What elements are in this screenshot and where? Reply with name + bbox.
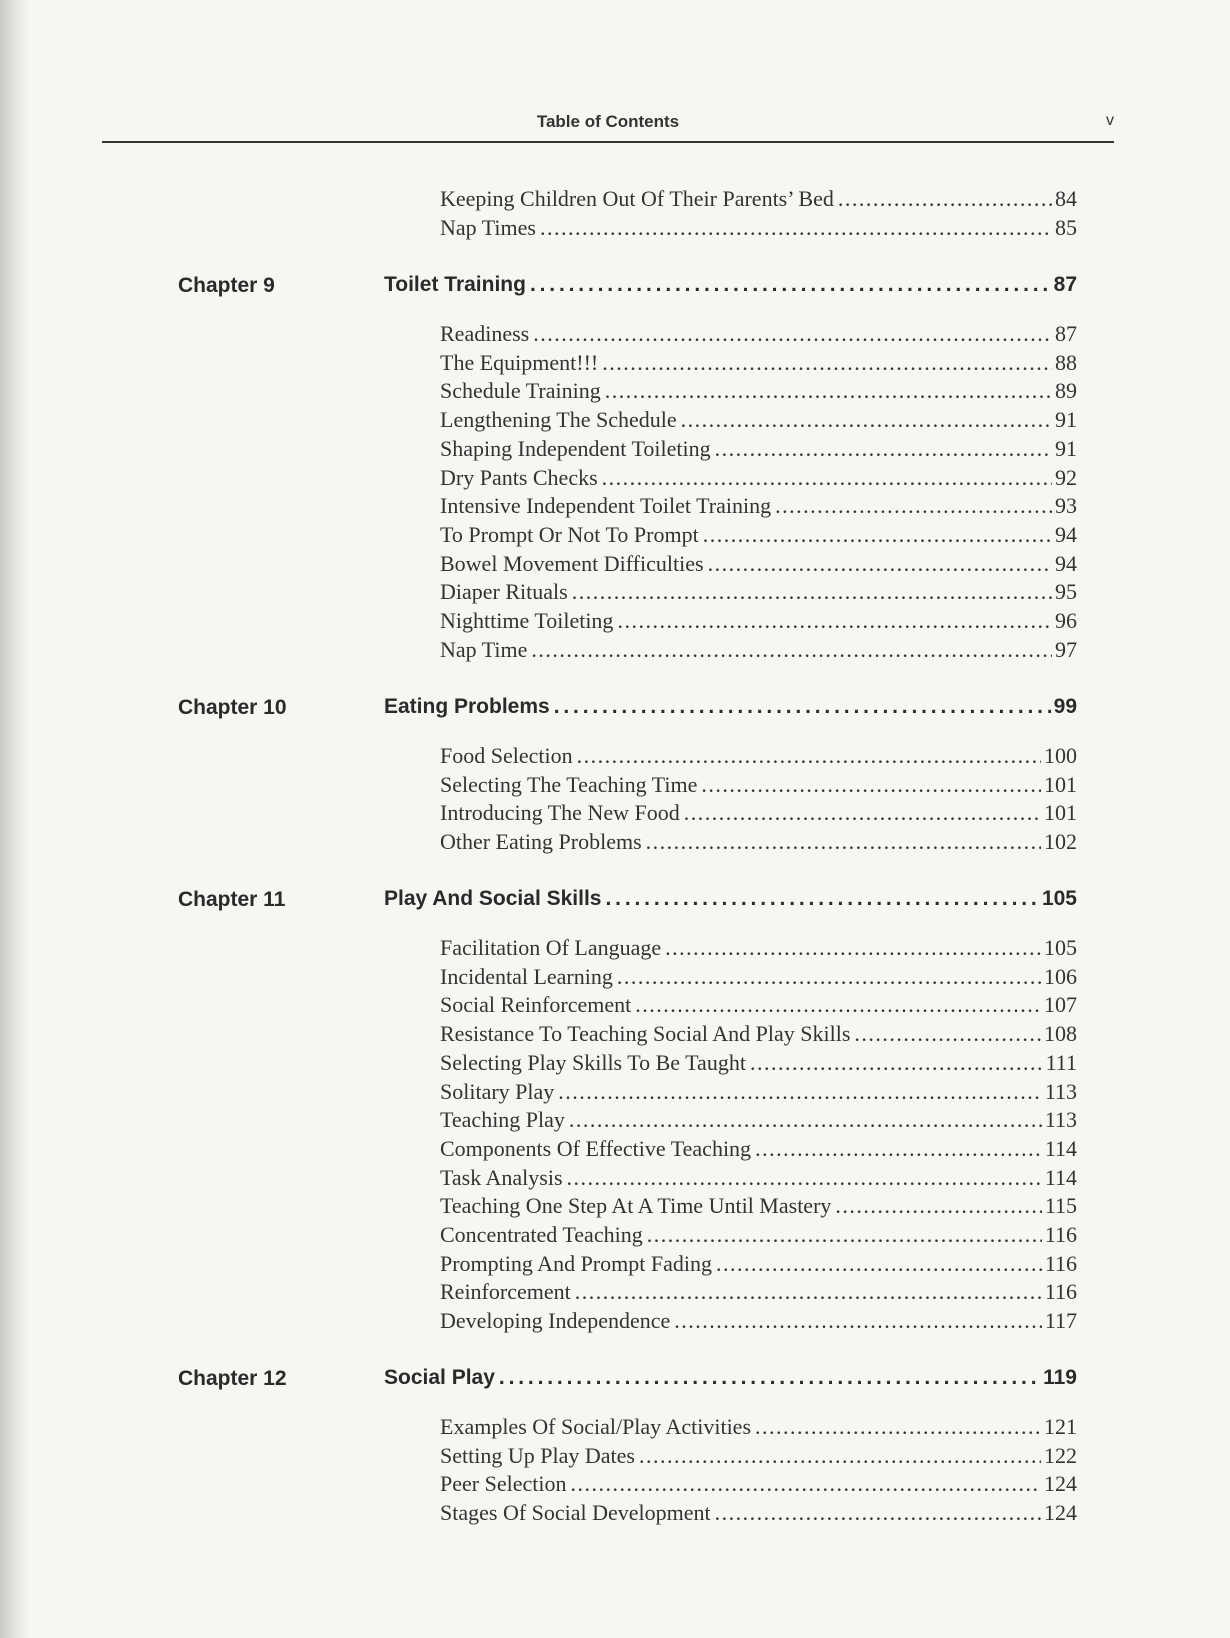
toc-entry <box>440 1136 1077 1164</box>
toc-entry <box>440 465 1077 493</box>
toc-entry <box>440 1079 1077 1107</box>
toc-entry-page-number: 88 <box>1055 349 1077 375</box>
toc-entry-page-number: 106 <box>1044 963 1077 989</box>
toc-entry <box>440 992 1077 1020</box>
toc-entry-page-number: 111 <box>1045 1049 1077 1075</box>
toc-entry-title: Prompting And Prompt Fading <box>440 1250 712 1276</box>
toc-entry-page-number: 117 <box>1044 1308 1077 1334</box>
toc-entry-page-number: 108 <box>1044 1021 1077 1047</box>
toc-entry-page-number: 91 <box>1055 435 1077 461</box>
toc-entry-page-number: 116 <box>1044 1250 1077 1276</box>
toc-entry-title: Shaping Independent Toileting <box>440 435 711 461</box>
toc-entry-title: Other Eating Problems <box>440 829 642 855</box>
dot-leader <box>755 1414 1041 1440</box>
toc-entry-title: Keeping Children Out Of Their Parents’ Bed <box>440 186 834 211</box>
toc-entry-title: Nighttime Toileting <box>440 608 614 633</box>
dot-leader <box>703 522 1052 548</box>
toc-entry-page-number: 116 <box>1044 1279 1077 1305</box>
toc-entry-title: Food Selection <box>440 743 573 768</box>
chapter-heading-page-number: 105 <box>1041 887 1077 910</box>
running-header <box>102 112 1114 138</box>
toc-entry-title: Solitary Play <box>440 1078 555 1104</box>
chapter-heading <box>384 273 1077 301</box>
toc-entry <box>440 608 1077 636</box>
toc-entry-page-number: 124 <box>1044 1500 1077 1526</box>
dot-leader <box>558 1079 1042 1105</box>
toc-entry <box>440 1107 1077 1135</box>
chapter-heading-page-number: 119 <box>1043 1366 1077 1389</box>
chapter-heading <box>384 1366 1077 1394</box>
toc-entry-title: Schedule Training <box>440 378 601 404</box>
dot-leader <box>838 186 1052 212</box>
dot-leader <box>575 1279 1042 1305</box>
dot-leader <box>674 1308 1042 1334</box>
dot-leader <box>775 493 1052 519</box>
toc-entry <box>440 378 1077 406</box>
toc-entry-title: Nap Time <box>440 636 528 662</box>
toc-entry-page-number: 101 <box>1044 800 1077 826</box>
chapter-label: Chapter 9 <box>178 274 275 297</box>
toc-entry <box>440 829 1077 857</box>
toc-entry-page-number: 96 <box>1055 608 1077 633</box>
toc-entry <box>440 579 1077 607</box>
toc-entry-title: Lengthening The Schedule <box>440 407 677 433</box>
chapter-label: Chapter 10 <box>178 696 287 719</box>
dot-leader <box>647 1222 1042 1248</box>
chapter-label: Chapter 12 <box>178 1367 287 1390</box>
toc-entry-title: Peer Selection <box>440 1471 567 1497</box>
dot-leader <box>665 935 1041 961</box>
toc-entry-title: Readiness <box>440 321 530 346</box>
dot-leader <box>684 800 1041 826</box>
toc-entry-page-number: 94 <box>1055 550 1077 576</box>
toc-entry-page-number: 93 <box>1055 493 1077 519</box>
toc-entry <box>440 321 1077 349</box>
dot-leader <box>531 637 1052 663</box>
dot-leader <box>617 964 1041 990</box>
toc-entry <box>440 935 1077 963</box>
toc-entry-title: Resistance To Teaching Social And Play Skills <box>440 1021 851 1047</box>
chapter-heading <box>384 695 1077 723</box>
toc-entry <box>440 1279 1077 1307</box>
toc-entry-page-number: 92 <box>1055 464 1077 490</box>
toc-entry <box>440 1222 1077 1250</box>
toc-entry <box>440 1308 1077 1336</box>
toc-entry-page-number: 95 <box>1055 579 1077 605</box>
toc-entry-title: Social Reinforcement <box>440 992 632 1018</box>
dot-leader <box>716 1251 1042 1277</box>
toc-entry <box>440 1251 1077 1279</box>
dot-leader <box>570 1471 1041 1497</box>
chapter-heading-page-number: 87 <box>1053 273 1077 296</box>
toc-entry-title: Selecting The Teaching Time <box>440 771 698 797</box>
chapter-heading-title: Play And Social Skills <box>384 887 602 910</box>
toc-entry <box>440 493 1077 521</box>
toc-entry <box>440 407 1077 435</box>
dot-leader <box>499 1366 1040 1390</box>
toc-entry-page-number: 114 <box>1044 1135 1077 1161</box>
toc-entry <box>440 743 1077 771</box>
dot-leader <box>715 436 1052 462</box>
toc-entry <box>440 186 1077 214</box>
toc-entry-title: Introducing The New Food <box>440 800 680 826</box>
toc-entry-page-number: 91 <box>1055 407 1077 433</box>
dot-leader <box>567 1165 1042 1191</box>
toc-entry <box>440 772 1077 800</box>
toc-entry-title: Concentrated Teaching <box>440 1222 643 1247</box>
dot-leader <box>635 992 1041 1018</box>
toc-entry-page-number: 107 <box>1044 992 1077 1018</box>
toc-entry-page-number: 113 <box>1044 1078 1077 1104</box>
toc-entry-title: Bowel Movement Difficulties <box>440 550 704 576</box>
chapter-heading <box>384 887 1077 915</box>
toc-entry-title: The Equipment!!! <box>440 349 599 375</box>
toc-entry-page-number: 105 <box>1044 935 1077 960</box>
toc-entry-title: Incidental Learning <box>440 963 613 989</box>
toc-entry-page-number: 89 <box>1055 378 1077 404</box>
toc-entry <box>440 215 1077 243</box>
toc-entry-title: Facilitation Of Language <box>440 935 662 960</box>
toc-entry-title: Setting Up Play Dates <box>440 1442 635 1468</box>
toc-entry <box>440 522 1077 550</box>
toc-entry-title: Task Analysis <box>440 1164 563 1190</box>
toc-entry-page-number: 115 <box>1044 1193 1077 1219</box>
toc-entry-page-number: 87 <box>1055 321 1077 346</box>
dot-leader <box>602 350 1052 376</box>
dot-leader <box>617 608 1052 634</box>
toc-entry <box>440 800 1077 828</box>
dot-leader <box>854 1021 1041 1047</box>
dot-leader <box>646 829 1041 855</box>
dot-leader <box>755 1136 1042 1162</box>
toc-entry <box>440 1050 1077 1078</box>
dot-leader <box>605 887 1038 911</box>
dot-leader <box>835 1193 1041 1219</box>
dot-leader <box>540 215 1052 241</box>
dot-leader <box>554 695 1051 719</box>
toc-entry-page-number: 124 <box>1044 1471 1077 1497</box>
chapter-label: Chapter 11 <box>178 888 286 911</box>
toc-entry <box>440 1500 1077 1528</box>
toc-entry <box>440 1471 1077 1499</box>
toc-entry-title: Teaching One Step At A Time Until Mastery <box>440 1193 832 1219</box>
toc-entry-title: Dry Pants Checks <box>440 464 598 490</box>
toc-entry-title: Components Of Effective Teaching <box>440 1135 752 1161</box>
chapter-heading-title: Eating Problems <box>384 695 550 718</box>
toc-entry-title: Teaching Play <box>440 1107 565 1133</box>
toc-entry-title: Intensive Independent Toilet Training <box>440 493 772 519</box>
dot-leader <box>715 1500 1041 1526</box>
toc-entry-title: Stages Of Social Development <box>440 1500 711 1526</box>
toc-entry-page-number: 84 <box>1055 186 1077 211</box>
chapter-heading-title: Social Play <box>384 1366 495 1389</box>
toc-entry-title: Developing Independence <box>440 1308 671 1334</box>
toc-entry <box>440 637 1077 665</box>
toc-entry-title: Reinforcement <box>440 1279 571 1305</box>
toc-entry-page-number: 122 <box>1044 1442 1077 1468</box>
dot-leader <box>602 465 1052 491</box>
toc-entry-page-number: 102 <box>1044 829 1077 855</box>
dot-leader <box>605 378 1052 404</box>
dot-leader <box>533 321 1052 347</box>
toc-entry <box>440 551 1077 579</box>
toc-entry-title: To Prompt Or Not To Prompt <box>440 521 699 547</box>
toc-entry <box>440 1021 1077 1049</box>
toc-entry-title: Diaper Rituals <box>440 579 568 605</box>
toc-entry <box>440 1193 1077 1221</box>
dot-leader <box>530 273 1051 297</box>
toc-entry-page-number: 94 <box>1055 521 1077 547</box>
toc-entry <box>440 1165 1077 1193</box>
dot-leader <box>639 1443 1041 1469</box>
toc-entry-page-number: 85 <box>1055 214 1077 240</box>
toc-entry-page-number: 114 <box>1044 1164 1077 1190</box>
toc-entry-page-number: 116 <box>1044 1222 1077 1247</box>
toc-entry-page-number: 101 <box>1044 771 1077 797</box>
toc-entry-page-number: 113 <box>1044 1107 1077 1133</box>
header-rule <box>102 141 1114 143</box>
toc-entry-title: Examples Of Social/Play Activities <box>440 1414 752 1439</box>
running-header-title: Table of Contents <box>536 112 680 131</box>
toc-entry-title: Nap Times <box>440 214 536 240</box>
toc-entry <box>440 436 1077 464</box>
toc-entry-page-number: 100 <box>1044 743 1077 768</box>
dot-leader <box>681 407 1052 433</box>
toc-entry-page-number: 97 <box>1055 636 1077 662</box>
dot-leader <box>572 579 1052 605</box>
chapter-heading-page-number: 99 <box>1053 695 1077 718</box>
chapter-heading-title: Toilet Training <box>384 273 526 296</box>
dot-leader <box>701 772 1041 798</box>
toc-entry-title: Selecting Play Skills To Be Taught <box>440 1049 746 1075</box>
dot-leader <box>708 551 1052 577</box>
running-header-page-number: v <box>1106 112 1114 129</box>
dot-leader <box>569 1107 1042 1133</box>
page-binding-shadow <box>0 0 30 1638</box>
dot-leader <box>750 1050 1043 1076</box>
toc-entry <box>440 1443 1077 1471</box>
toc-entry <box>440 350 1077 378</box>
toc-entry-page-number: 121 <box>1044 1414 1077 1439</box>
dot-leader <box>577 743 1041 769</box>
toc-entry <box>440 964 1077 992</box>
toc-entry <box>440 1414 1077 1442</box>
